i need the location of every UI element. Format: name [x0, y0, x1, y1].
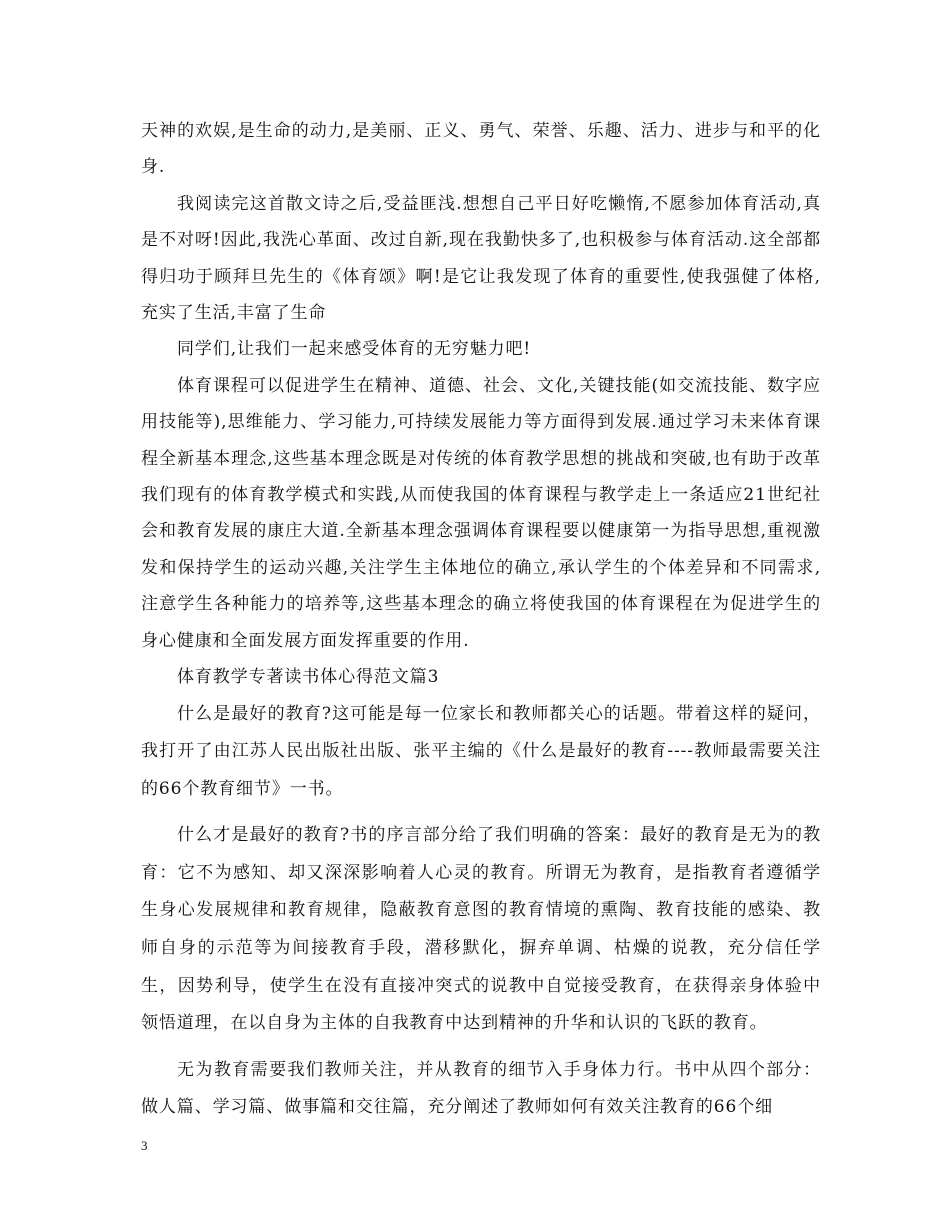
page-body — [141, 113, 821, 1127]
paragraph-best-education-question: 什么是最好的教育?这可能是每一位家长和教师都关心的话题。带着这样的疑问，我打开了由江苏人民出版社出版、张平主编的《什么是最好的教育----教师最需要关注的66个教育细节》一书。 — [141, 703, 821, 799]
paragraph-curriculum-ideas: 体育课程可以促进学生在精神、道德、社会、文化,关键技能(如交流技能、数字应用技能等),思维能力、学习能力,可持续发展能力等方面得到发展.通过学习未来体育课程全新基本理念,这些基本理念既是对传统的体育教学思想的挑战和突破,也有助于改革我们现有的体育教学模式和实践,从而使我国的体育课程与教学走上一条适应21世纪社会和教育发展的康庄大道.全新基本理念强调体育课程要以健康第一为指导思想,重视激发和保持学生的运动兴趣,关注学生主体地位的确立,承认学生的个体差异和不同需求,注意学生各种能力的培养等,这些基本理念的确立将使我国的体育课程在为促进学生的身心健康和全面发展方面发挥重要的作用. — [141, 375, 821, 651]
paragraph-sport-ode-ending: 天神的欢娱,是生命的动力,是美丽、正义、勇气、荣誉、乐趣、活力、进步与和平的化身. — [141, 121, 821, 178]
section-heading: 体育教学专著读书体心得范文篇3 — [177, 667, 440, 688]
paragraph-wuwei-education: 什么才是最好的教育?书的序言部分给了我们明确的答案：最好的教育是无为的教育：它不为感知、却又深深影响着人心灵的教育。所谓无为教育，是指教育者遵循学生身心发展规律和教育规律，隐蔽教育意图的教育情境的熏陶、教育技能的感染、教师自身的示范等为间接教育手段，潜移默化，摒弃单调、枯燥的说教，充分信任学生，因势利导，使学生在没有直接冲突式的说教中自觉接受教育，在获得亲身体验中领悟道理，在以自身为主体的自我教育中达到精神的升华和认识的飞跃的教育。 — [141, 825, 821, 1034]
paragraph-call-to-classmates: 同学们,让我们一起来感受体育的无穷魅力吧! — [177, 339, 532, 360]
page-number: 3 — [141, 1138, 148, 1153]
paragraph-book-parts: 无为教育需要我们教师关注，并从教育的细节入手身体力行。书中从四个部分：做人篇、学习篇、做事篇和交往篇，充分阐述了教师如何有效关注教育的66个细 — [141, 1059, 821, 1118]
paragraph-reading-reflection: 我阅读完这首散文诗之后,受益匪浅.想想自己平日好吃懒惰,不愿参加体育活动,真是不对呀!因此,我洗心革面、改过自新,现在我勤快多了,也积极参与体育活动.这全部都得归功于顾拜旦先生的《体育颂》啊!是它让我发现了体育的重要性,使我强健了体格,充实了生活,丰富了生命 — [141, 193, 821, 324]
